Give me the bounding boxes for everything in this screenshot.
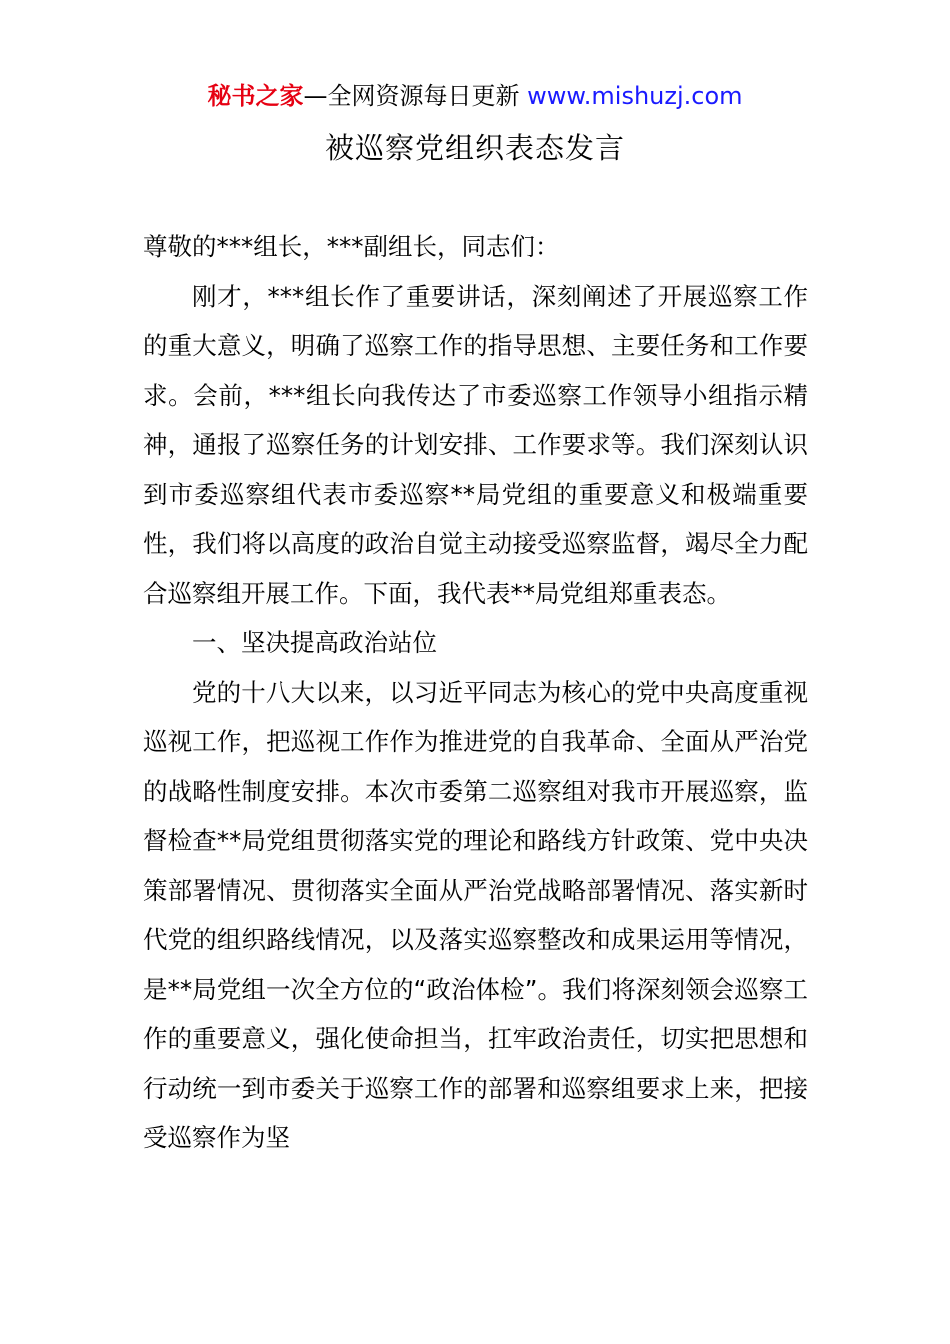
paragraph-section-one: 党的十八大以来，以习近平同志为核心的党中央高度重视巡视工作，把巡视工作作为推进党的自我革命、全面从严治党的战略性制度安排。本次市委第二巡察组对我市开展巡察，监督检查**局党组贯彻落实党的理论和路线方针政策、党中央决策部署情况、贯彻落实全面从严治党战略部署情况、落实新时代党的组织路线情况，以及落实巡察整改和成果运用等情况，是**局党组一次全方位的“政治体检”。我们将深刻领会巡察工作的重要意义，强化使命担当，扛牢政治责任，切实把思想和行动统一到市委关于巡察工作的部署和巡察组要求上来，把接受巡察作为坚 [143,677,808,1152]
site-url[interactable]: www.mishuzj.com [527,82,743,110]
header-tagline: —全网资源每日更新 [303,82,528,110]
document-title: 被巡察党组织表态发言 [324,131,625,165]
section-heading: 一、坚决提高政治站位 [192,628,437,657]
brand-name: 秘书之家 [207,82,304,110]
site-header [0,80,950,112]
document-body [143,222,808,1163]
paragraph-intro: 刚才，***组长作了重要讲话，深刻阐述了开展巡察工作的重大意义，明确了巡察工作的指导思想、主要任务和工作要求。会前，***组长向我传达了市委巡察工作领导小组指示精神，通报了巡察任务的计划安排、工作要求等。我们深刻认识到市委巡察组代表市委巡察**局党组的重要意义和极端重要性，我们将以高度的政治自觉主动接受巡察监督，竭尽全力配合巡察组开展工作。下面，我代表**局党组郑重表态。 [143,281,808,608]
salutation: 尊敬的***组长，***副组长，同志们： [143,232,560,261]
